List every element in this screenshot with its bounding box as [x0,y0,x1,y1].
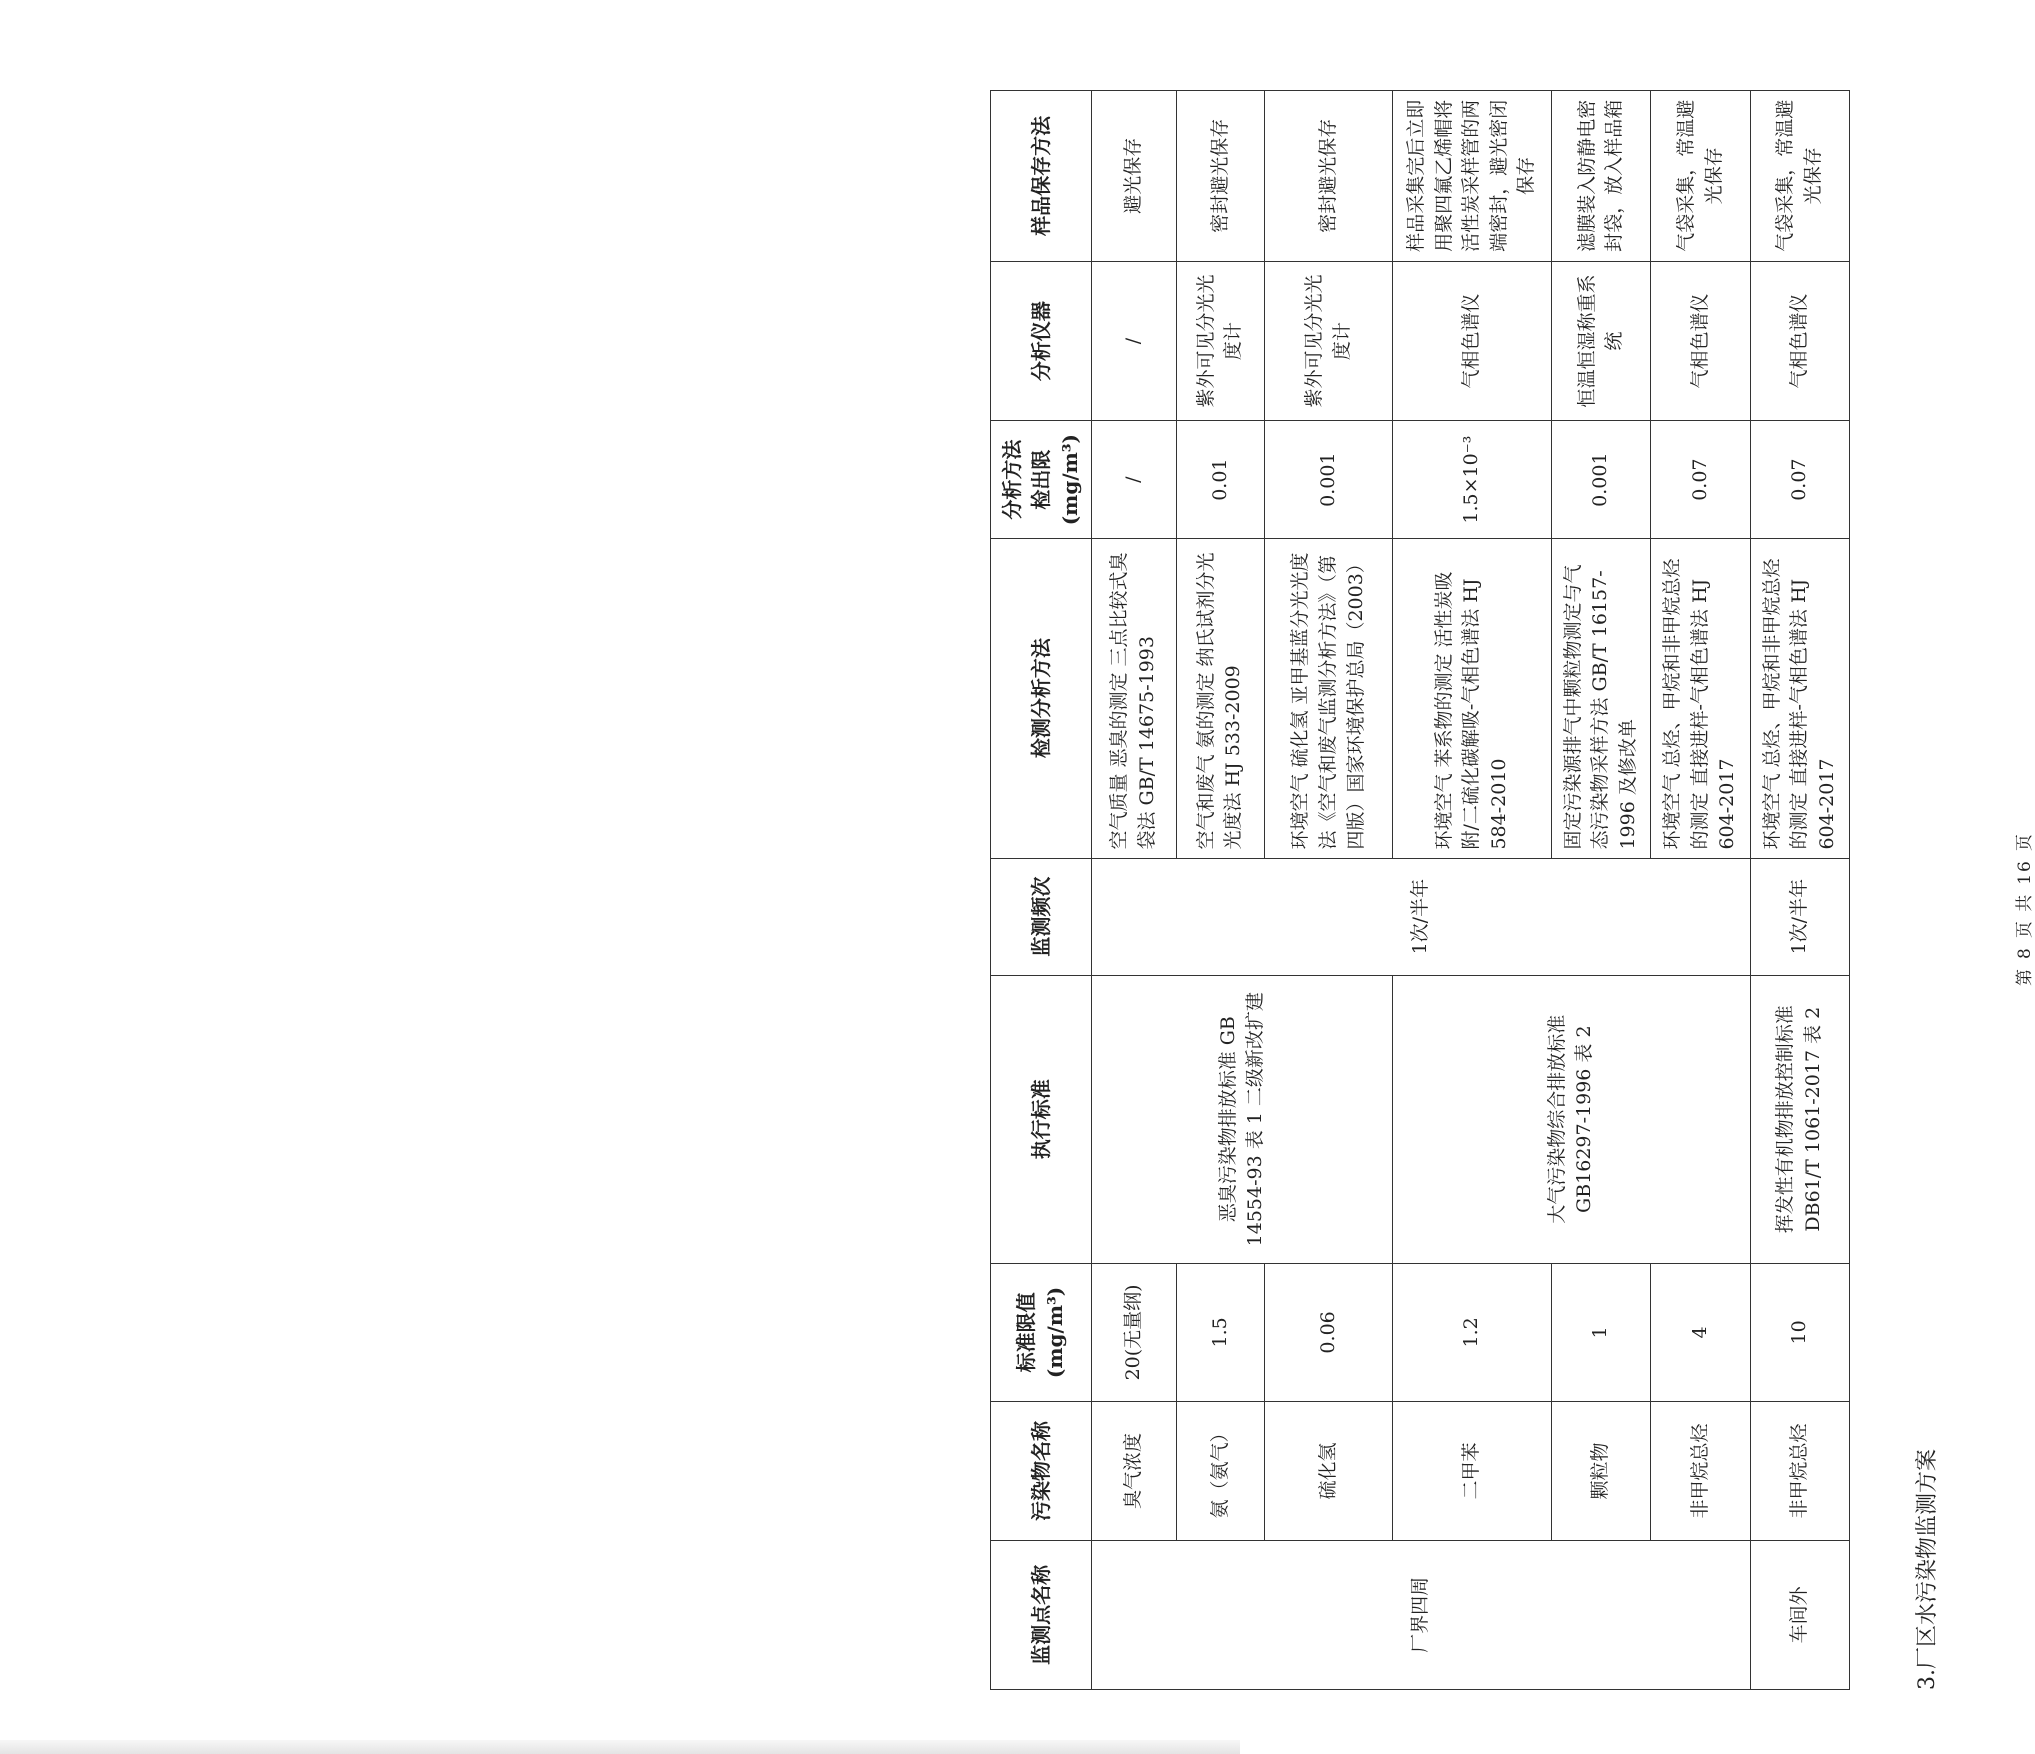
pollutant-cell: 硫化氢 [1265,1402,1393,1541]
pollutant-cell: 臭气浓度 [1092,1402,1177,1541]
point-cell: 车间外 [1750,1540,1849,1689]
method-cell: 环境空气 总烃、甲烷和非甲烷总烃的测定 直接进样-气相色谱法 HJ 604-2017 [1750,538,1849,858]
instrument-cell: 紫外可见分光光度计 [1176,261,1265,421]
limit-cell: 1.5 [1176,1263,1265,1402]
header-storage: 样品保存方法 [991,91,1092,262]
limit-cell: 20(无量纲) [1092,1263,1177,1402]
header-limit-unit: (mg/m³) [1043,1286,1067,1379]
footer-page-number: 8 [2015,946,2035,959]
header-detection-line3: (mg/m³) [1057,433,1082,526]
scan-edge-shadow [0,1740,1240,1754]
instrument-cell: 恒温恒湿称重系统 [1552,261,1651,421]
footer-mid: 页 共 [2015,892,2035,939]
pollutant-cell: 氨（氨气） [1176,1402,1265,1541]
pollutant-cell: 非甲烷总烃 [1651,1402,1750,1541]
frequency-boundary-cell: 1次/半年 [1092,858,1751,975]
page-footer [2010,828,2035,990]
standard-odor-cell: 恶臭污染物排放标准 GB 14554-93 表 1 二级新改扩建 [1092,975,1393,1263]
limit-cell: 1.2 [1393,1263,1552,1402]
footer-total-pages: 16 [2015,859,2035,885]
footer-suffix: 页 [2015,832,2035,852]
header-instrument: 分析仪器 [991,261,1092,421]
table-header-row [991,91,1092,1690]
detection-cell: 0.01 [1176,421,1265,538]
header-point-name: 监测点名称 [991,1540,1092,1689]
storage-cell: 密封避光保存 [1265,91,1393,262]
pollutant-cell: 二甲苯 [1393,1402,1552,1541]
storage-cell: 气袋采集，常温避光保存 [1651,91,1750,262]
storage-cell: 避光保存 [1092,91,1177,262]
instrument-cell: 气相色谱仪 [1393,261,1552,421]
header-detection-line1: 分析方法 [999,439,1024,520]
method-cell: 空气质量 恶臭的测定 三点比较式臭袋法 GB/T 14675-1993 [1092,538,1177,858]
pollutant-cell: 非甲烷总烃 [1750,1402,1849,1541]
method-cell: 固定污染源排气中颗粒物测定与气态污染物采样方法 GB/T 16157-1996 及修改单 [1552,538,1651,858]
method-cell: 环境空气 硫化氢 亚甲基蓝分光光度法《空气和废气监测分析方法》（第四版）国家环境保护总局（2003） [1265,538,1393,858]
instrument-cell: 气相色谱仪 [1750,261,1849,421]
section-title: 3.厂区水污染物监测方案 [1915,1449,1940,1690]
method-cell: 环境空气 苯系物的测定 活性炭吸附/二硫化碳解吸-气相色谱法 HJ 584-2010 [1393,538,1552,858]
header-detection-line2: 检出限 [1028,449,1053,510]
storage-cell: 密封避光保存 [1176,91,1265,262]
detection-cell: 0.07 [1750,421,1849,538]
method-cell: 空气和废气 氨的测定 纳氏试剂分光光度法 HJ 533-2009 [1176,538,1265,858]
detection-cell: 0.001 [1265,421,1393,538]
detection-cell: / [1092,421,1177,538]
rotated-page-content [990,90,2035,1690]
header-limit-label: 标准限值 [1014,1292,1038,1373]
standard-air-cell: 大气污染物综合排放标准 GB16297-1996 表 2 [1393,975,1751,1263]
detection-cell: 1.5×10⁻³ [1393,421,1552,538]
instrument-cell: / [1092,261,1177,421]
limit-cell: 0.06 [1265,1263,1393,1402]
method-cell: 环境空气 总烃、甲烷和非甲烷总烃的测定 直接进样-气相色谱法 HJ 604-2017 [1651,538,1750,858]
header-standard: 执行标准 [991,975,1092,1263]
limit-cell: 1 [1552,1263,1651,1402]
detection-cell: 0.001 [1552,421,1651,538]
header-method: 检测分析方法 [991,538,1092,858]
footer-prefix: 第 [2015,967,2035,986]
limit-cell: 4 [1651,1263,1750,1402]
header-frequency: 监测频次 [991,858,1092,975]
detection-cell: 0.07 [1651,421,1750,538]
table-row [1750,91,1849,1690]
header-detection-limit [991,421,1092,538]
pollutant-cell: 颗粒物 [1552,1402,1651,1541]
standard-cell: 挥发性有机物排放控制标准 DB61/T 1061-2017 表 2 [1750,975,1849,1263]
point-boundary-cell: 厂界四周 [1092,1540,1751,1689]
header-pollutant: 污染物名称 [991,1402,1092,1541]
limit-cell: 10 [1750,1263,1849,1402]
instrument-cell: 气相色谱仪 [1651,261,1750,421]
instrument-cell: 紫外可见分光光度计 [1265,261,1393,421]
table-row [1092,91,1177,1690]
storage-cell: 气袋采集，常温避光保存 [1750,91,1849,262]
monitoring-plan-table [990,90,1850,1690]
header-limit [991,1263,1092,1402]
storage-cell: 样品采集完后立即用聚四氟乙烯帽将活性炭采样管的两端密封，避光密闭保存 [1393,91,1552,262]
storage-cell: 滤膜装入防静电密封袋，放入样品箱 [1552,91,1651,262]
frequency-cell: 1次/半年 [1750,858,1849,975]
